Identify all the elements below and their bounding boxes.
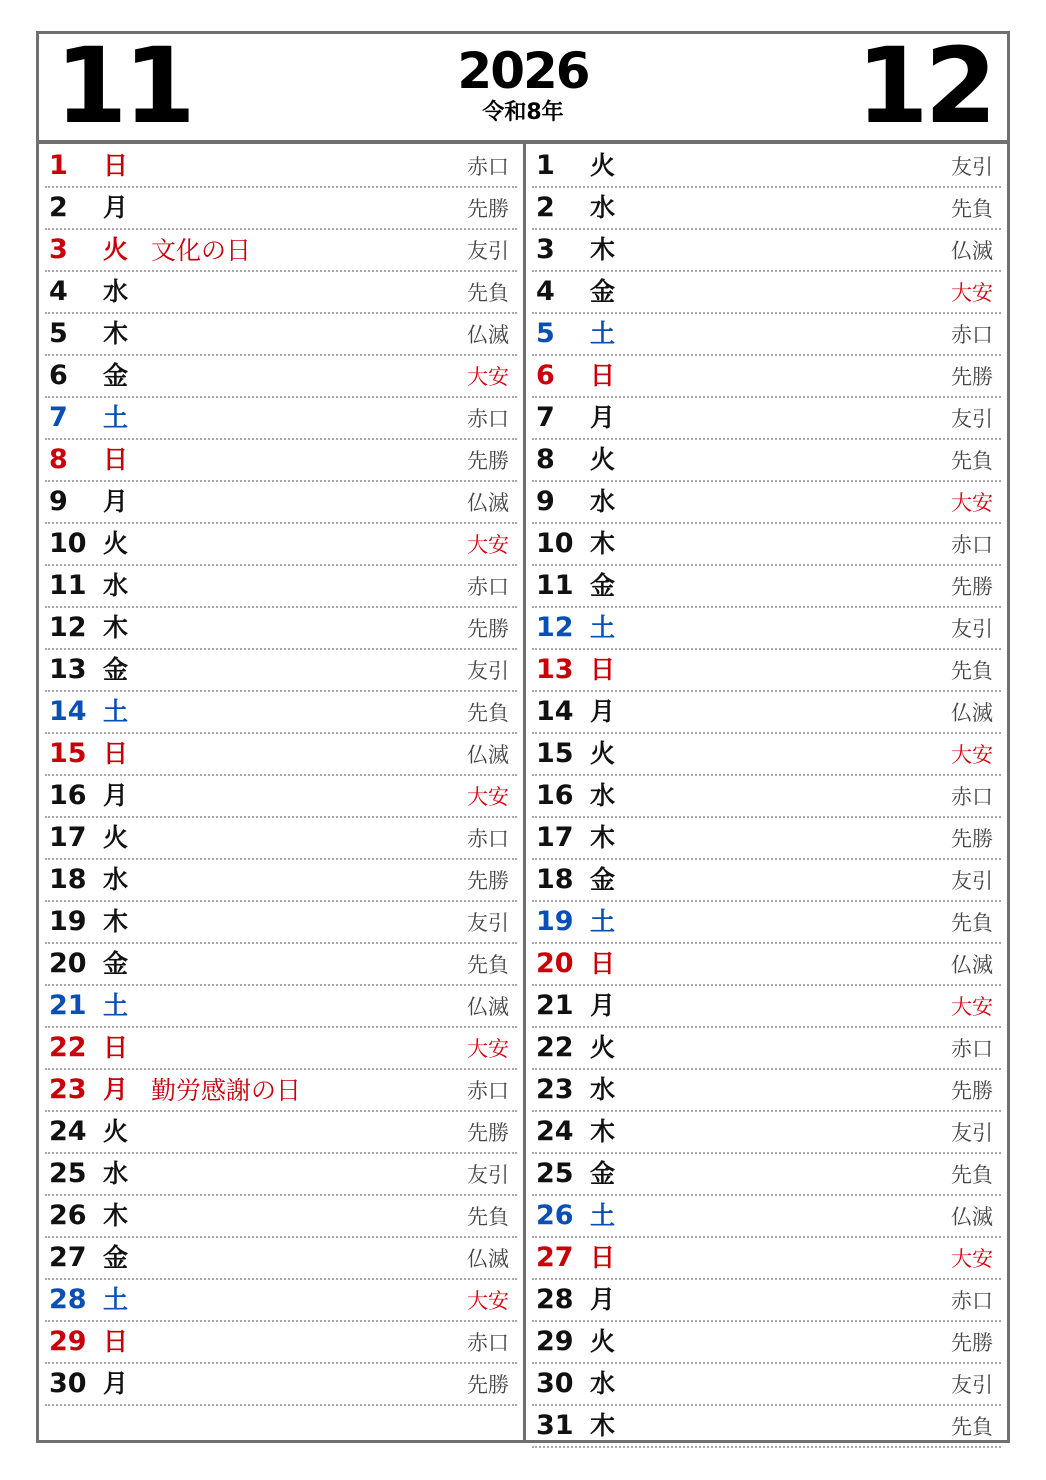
rokuyo-label: 先勝 <box>951 575 993 599</box>
day-number: 24 <box>49 1116 87 1147</box>
day-row <box>45 818 517 860</box>
weekday-label: 土 <box>103 1285 129 1314</box>
rokuyo-label: 先勝 <box>467 449 509 473</box>
rokuyo-label: 赤口 <box>951 1289 993 1313</box>
day-number: 25 <box>49 1158 87 1189</box>
day-row <box>532 944 1001 986</box>
rokuyo-label: 大安 <box>951 1247 993 1271</box>
rokuyo-label: 先負 <box>951 659 993 683</box>
rokuyo-label: 仏滅 <box>467 995 509 1019</box>
rokuyo-label: 友引 <box>951 617 993 641</box>
rokuyo-label: 仏滅 <box>951 953 993 977</box>
weekday-label: 金 <box>103 1243 129 1272</box>
day-number: 2 <box>536 192 555 223</box>
day-number: 3 <box>49 234 68 265</box>
day-number: 1 <box>536 150 555 181</box>
rokuyo-label: 仏滅 <box>951 1205 993 1229</box>
day-number: 22 <box>536 1032 574 1063</box>
day-row <box>45 146 517 188</box>
day-row <box>45 1322 517 1364</box>
weekday-label: 火 <box>590 1327 616 1356</box>
weekday-label: 火 <box>590 1033 616 1062</box>
rokuyo-label: 友引 <box>951 869 993 893</box>
day-row <box>532 146 1001 188</box>
weekday-label: 土 <box>590 319 616 348</box>
era-label: 令和8年 <box>482 100 564 125</box>
weekday-label: 水 <box>103 1159 129 1188</box>
weekday-label: 火 <box>103 823 129 852</box>
day-number: 25 <box>536 1158 574 1189</box>
weekday-label: 月 <box>590 697 616 726</box>
weekday-label: 木 <box>590 235 616 264</box>
weekday-label: 金 <box>590 277 616 306</box>
rokuyo-label: 大安 <box>951 491 993 515</box>
day-row <box>532 524 1001 566</box>
day-row <box>532 314 1001 356</box>
day-number: 11 <box>49 570 87 601</box>
day-row <box>45 1364 517 1406</box>
weekday-label: 火 <box>590 151 616 180</box>
rokuyo-label: 先勝 <box>467 1373 509 1397</box>
day-number: 31 <box>536 1410 574 1441</box>
weekday-label: 火 <box>103 1117 129 1146</box>
rokuyo-label: 赤口 <box>951 785 993 809</box>
rokuyo-label: 先負 <box>951 1415 993 1439</box>
rokuyo-label: 大安 <box>951 743 993 767</box>
day-row <box>532 482 1001 524</box>
weekday-label: 月 <box>590 1285 616 1314</box>
weekday-label: 土 <box>103 991 129 1020</box>
day-row <box>45 482 517 524</box>
day-row <box>532 566 1001 608</box>
rokuyo-label: 赤口 <box>467 1079 509 1103</box>
weekday-label: 日 <box>103 739 129 768</box>
weekday-label: 木 <box>590 529 616 558</box>
day-row <box>532 230 1001 272</box>
day-number: 10 <box>49 528 87 559</box>
day-row <box>45 1112 517 1154</box>
weekday-label: 月 <box>103 1075 129 1104</box>
rokuyo-label: 先勝 <box>951 1331 993 1355</box>
day-number: 30 <box>49 1368 87 1399</box>
weekday-label: 木 <box>103 907 129 936</box>
day-row <box>532 1322 1001 1364</box>
day-row <box>45 398 517 440</box>
day-number: 19 <box>536 906 574 937</box>
day-row <box>45 188 517 230</box>
day-number: 14 <box>49 696 87 727</box>
rokuyo-label: 先負 <box>951 449 993 473</box>
day-number: 9 <box>49 486 68 517</box>
day-row <box>532 440 1001 482</box>
weekday-label: 水 <box>590 781 616 810</box>
day-row <box>45 650 517 692</box>
day-row <box>45 1238 517 1280</box>
day-number: 15 <box>536 738 574 769</box>
day-number: 15 <box>49 738 87 769</box>
rokuyo-label: 先勝 <box>951 1079 993 1103</box>
day-row <box>532 734 1001 776</box>
rokuyo-label: 赤口 <box>467 575 509 599</box>
day-number: 12 <box>536 612 574 643</box>
day-number: 1 <box>49 150 68 181</box>
weekday-label: 水 <box>590 1369 616 1398</box>
day-row <box>45 524 517 566</box>
rokuyo-label: 赤口 <box>467 1331 509 1355</box>
rokuyo-label: 先勝 <box>467 869 509 893</box>
day-row <box>532 650 1001 692</box>
day-row <box>532 608 1001 650</box>
day-row <box>532 398 1001 440</box>
weekday-label: 金 <box>590 571 616 600</box>
weekday-label: 木 <box>103 613 129 642</box>
weekday-label: 木 <box>103 1201 129 1230</box>
day-row <box>532 860 1001 902</box>
weekday-label: 月 <box>590 991 616 1020</box>
rokuyo-label: 友引 <box>467 659 509 683</box>
rokuyo-label: 大安 <box>951 995 993 1019</box>
weekday-label: 日 <box>590 1243 616 1272</box>
rokuyo-label: 友引 <box>467 239 509 263</box>
weekday-label: 火 <box>590 445 616 474</box>
day-row <box>45 440 517 482</box>
day-number: 30 <box>536 1368 574 1399</box>
day-number: 8 <box>49 444 68 475</box>
day-number: 12 <box>49 612 87 643</box>
day-row <box>45 1070 517 1112</box>
rokuyo-label: 先負 <box>467 953 509 977</box>
day-number: 6 <box>49 360 68 391</box>
weekday-label: 日 <box>590 361 616 390</box>
weekday-label: 水 <box>103 571 129 600</box>
weekday-label: 木 <box>590 1411 616 1440</box>
rokuyo-label: 仏滅 <box>467 491 509 515</box>
rokuyo-label: 先負 <box>951 911 993 935</box>
rokuyo-label: 赤口 <box>467 827 509 851</box>
rokuyo-label: 友引 <box>467 911 509 935</box>
weekday-label: 月 <box>103 781 129 810</box>
rokuyo-label: 先勝 <box>951 827 993 851</box>
day-number: 4 <box>536 276 555 307</box>
day-row <box>532 1070 1001 1112</box>
day-row <box>45 272 517 314</box>
weekday-label: 木 <box>590 823 616 852</box>
day-number: 21 <box>536 990 574 1021</box>
day-row <box>45 1028 517 1070</box>
left-month-number: 11 <box>55 25 192 147</box>
rokuyo-label: 先負 <box>467 281 509 305</box>
day-number: 5 <box>49 318 68 349</box>
day-number: 26 <box>49 1200 87 1231</box>
day-number: 7 <box>536 402 555 433</box>
day-number: 16 <box>49 780 87 811</box>
day-row <box>45 608 517 650</box>
weekday-label: 土 <box>103 403 129 432</box>
day-row <box>45 986 517 1028</box>
day-number: 23 <box>49 1074 87 1105</box>
rokuyo-label: 赤口 <box>951 323 993 347</box>
rokuyo-label: 大安 <box>467 785 509 809</box>
day-number: 10 <box>536 528 574 559</box>
weekday-label: 水 <box>103 277 129 306</box>
weekday-label: 日 <box>103 445 129 474</box>
day-number: 20 <box>536 948 574 979</box>
day-number: 7 <box>49 402 68 433</box>
day-number: 21 <box>49 990 87 1021</box>
day-number: 26 <box>536 1200 574 1231</box>
rokuyo-label: 先勝 <box>467 1121 509 1145</box>
rokuyo-label: 先負 <box>951 1163 993 1187</box>
day-row <box>45 776 517 818</box>
weekday-label: 火 <box>103 529 129 558</box>
day-row <box>45 230 517 272</box>
weekday-label: 水 <box>590 193 616 222</box>
weekday-label: 土 <box>590 1201 616 1230</box>
day-number: 22 <box>49 1032 87 1063</box>
holiday-name: 文化の日 <box>151 236 252 265</box>
rokuyo-label: 友引 <box>951 1121 993 1145</box>
day-row <box>45 1154 517 1196</box>
day-number: 9 <box>536 486 555 517</box>
calendar-header <box>39 25 1007 147</box>
day-row <box>45 1196 517 1238</box>
rokuyo-label: 赤口 <box>951 1037 993 1061</box>
day-row <box>45 314 517 356</box>
day-number: 6 <box>536 360 555 391</box>
day-row <box>532 986 1001 1028</box>
right-month-number: 12 <box>856 25 993 147</box>
december-column <box>526 146 1007 1448</box>
rokuyo-label: 友引 <box>951 407 993 431</box>
day-row <box>45 944 517 986</box>
rokuyo-label: 大安 <box>467 365 509 389</box>
weekday-label: 金 <box>103 361 129 390</box>
day-number: 18 <box>536 864 574 895</box>
rokuyo-label: 赤口 <box>951 533 993 557</box>
weekday-label: 木 <box>590 1117 616 1146</box>
rokuyo-label: 仏滅 <box>467 743 509 767</box>
day-number: 13 <box>49 654 87 685</box>
day-number: 16 <box>536 780 574 811</box>
day-row <box>532 1238 1001 1280</box>
weekday-label: 月 <box>103 487 129 516</box>
day-row <box>45 566 517 608</box>
weekday-label: 土 <box>103 697 129 726</box>
day-number: 3 <box>536 234 555 265</box>
day-number: 29 <box>536 1326 574 1357</box>
day-number: 24 <box>536 1116 574 1147</box>
day-number: 14 <box>536 696 574 727</box>
weekday-label: 日 <box>103 1033 129 1062</box>
weekday-label: 日 <box>103 1327 129 1356</box>
weekday-label: 水 <box>590 1075 616 1104</box>
rokuyo-label: 友引 <box>951 155 993 179</box>
rokuyo-label: 大安 <box>951 281 993 305</box>
rokuyo-label: 仏滅 <box>467 323 509 347</box>
day-row <box>532 1196 1001 1238</box>
day-row <box>45 692 517 734</box>
day-row <box>532 1364 1001 1406</box>
day-row <box>532 776 1001 818</box>
day-number: 5 <box>536 318 555 349</box>
day-number: 11 <box>536 570 574 601</box>
rokuyo-label: 先負 <box>951 197 993 221</box>
day-number: 17 <box>49 822 87 853</box>
rokuyo-label: 先勝 <box>467 197 509 221</box>
day-row <box>532 356 1001 398</box>
weekday-label: 木 <box>103 319 129 348</box>
weekday-label: 土 <box>590 907 616 936</box>
rokuyo-label: 赤口 <box>467 407 509 431</box>
day-row <box>45 1280 517 1322</box>
rokuyo-label: 先負 <box>467 701 509 725</box>
day-row <box>532 188 1001 230</box>
day-row <box>45 860 517 902</box>
weekday-label: 火 <box>590 739 616 768</box>
weekday-label: 日 <box>590 949 616 978</box>
day-row <box>532 1280 1001 1322</box>
rokuyo-label: 大安 <box>467 1289 509 1313</box>
day-number: 28 <box>49 1284 87 1315</box>
day-number: 8 <box>536 444 555 475</box>
weekday-label: 土 <box>590 613 616 642</box>
day-number: 19 <box>49 906 87 937</box>
day-row <box>532 1154 1001 1196</box>
holiday-name: 勤労感謝の日 <box>151 1076 302 1105</box>
year-label: 2026 <box>457 42 589 100</box>
day-row <box>532 1028 1001 1070</box>
rokuyo-label: 大安 <box>467 533 509 557</box>
day-row <box>45 734 517 776</box>
day-row <box>532 692 1001 734</box>
weekday-label: 水 <box>103 865 129 894</box>
day-number: 18 <box>49 864 87 895</box>
rokuyo-label: 先負 <box>467 1205 509 1229</box>
rokuyo-label: 先勝 <box>951 365 993 389</box>
rokuyo-label: 先勝 <box>467 617 509 641</box>
weekday-label: 金 <box>590 865 616 894</box>
weekday-label: 金 <box>103 949 129 978</box>
day-number: 29 <box>49 1326 87 1357</box>
rokuyo-label: 仏滅 <box>951 239 993 263</box>
day-number: 23 <box>536 1074 574 1105</box>
day-row <box>532 272 1001 314</box>
day-number: 27 <box>536 1242 574 1273</box>
day-number: 4 <box>49 276 68 307</box>
day-number: 20 <box>49 948 87 979</box>
weekday-label: 金 <box>590 1159 616 1188</box>
rokuyo-label: 赤口 <box>467 155 509 179</box>
november-column <box>39 146 523 1406</box>
day-number: 13 <box>536 654 574 685</box>
weekday-label: 金 <box>103 655 129 684</box>
rokuyo-label: 友引 <box>951 1373 993 1397</box>
rokuyo-label: 仏滅 <box>951 701 993 725</box>
day-row <box>532 1112 1001 1154</box>
weekday-label: 日 <box>103 151 129 180</box>
day-row <box>532 818 1001 860</box>
day-row <box>45 902 517 944</box>
weekday-label: 月 <box>590 403 616 432</box>
weekday-label: 火 <box>103 235 129 264</box>
day-number: 28 <box>536 1284 574 1315</box>
weekday-label: 水 <box>590 487 616 516</box>
day-number: 27 <box>49 1242 87 1273</box>
day-row <box>532 902 1001 944</box>
rokuyo-label: 友引 <box>467 1163 509 1187</box>
rokuyo-label: 仏滅 <box>467 1247 509 1271</box>
weekday-label: 月 <box>103 1369 129 1398</box>
weekday-label: 日 <box>590 655 616 684</box>
day-row <box>532 1406 1001 1448</box>
day-number: 17 <box>536 822 574 853</box>
calendar-frame <box>36 25 1010 1443</box>
weekday-label: 月 <box>103 193 129 222</box>
day-number: 2 <box>49 192 68 223</box>
rokuyo-label: 大安 <box>467 1037 509 1061</box>
day-row <box>45 356 517 398</box>
